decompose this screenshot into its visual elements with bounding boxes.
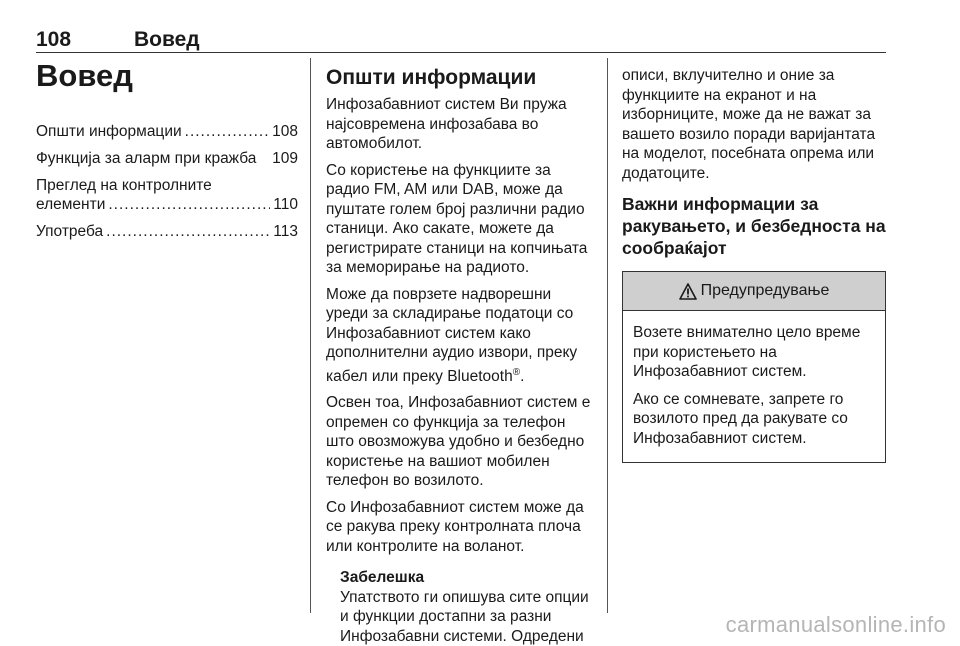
- toc-entry-controls-overview[interactable]: [36, 176, 298, 214]
- warning-title: Предупредување: [700, 282, 830, 299]
- subheading: Важни информации за ракувањето, и безбедноста на сообраќајот: [622, 194, 886, 258]
- note-text: Упатството ги опишува сите опции и функции достапни за разни Инфозабавни системи. Одредени: [340, 588, 589, 645]
- page-header: [36, 22, 886, 53]
- note-title: Забелешка: [340, 569, 425, 587]
- toc-entry-label: Употреба: [36, 223, 104, 240]
- warning-body: [623, 311, 885, 462]
- toc-leader-dots: [185, 122, 269, 141]
- toc-entry-anti-theft[interactable]: [36, 149, 298, 168]
- toc-entry-page: 110: [273, 196, 298, 213]
- registered-mark: ®: [512, 366, 521, 378]
- paragraph-bluetooth: [326, 285, 594, 387]
- warning-icon: [679, 283, 697, 300]
- warning-header: [623, 272, 885, 311]
- header-section-title: Вовед: [134, 28, 200, 51]
- toc-entry-general-info[interactable]: [36, 122, 298, 141]
- warning-box: [622, 271, 886, 463]
- paragraph: Освен тоа, Инфозабавниот систем е опремен со функција за телефон што овозможува удобно и безбедно користење на вашиот мобилен телефон во возилото.: [326, 394, 591, 490]
- note-box: [340, 568, 594, 646]
- paragraph: Со Инфозабавниот систем може да се ракува преку контролната плоча или контролите на воланот.: [326, 498, 584, 555]
- toc-entry-label-line2: елементи: [36, 196, 106, 213]
- toc-entry-usage[interactable]: [36, 222, 298, 241]
- watermark: carmanualsonline.info: [725, 612, 946, 637]
- toc-column: [36, 58, 298, 249]
- paragraph-end: .: [520, 367, 525, 385]
- paragraph: Инфозабавниот систем Ви пружа најсовремена инфозабава во автомобилот.: [326, 96, 567, 152]
- toc-leader-dots: [108, 195, 270, 214]
- safety-column: [622, 58, 886, 463]
- warning-paragraph: Возете внимателно цело време при користењето на Инфозабавниот систем.: [633, 324, 861, 380]
- toc-entry-page: 113: [273, 223, 298, 240]
- column-divider-2: [607, 58, 608, 613]
- page-number: 108: [36, 28, 72, 51]
- toc-entry-label: Функција за аларм при кражба: [36, 150, 257, 167]
- toc-entry-page: 109: [272, 150, 298, 167]
- column-divider-1: [310, 58, 311, 613]
- section-title: Општи информации: [326, 66, 537, 89]
- toc-entry-label: Општи информации: [36, 123, 182, 140]
- chapter-title: Вовед: [36, 58, 133, 93]
- toc-entry-page: 108: [272, 123, 298, 140]
- paragraph-text: Може да поврзете надворешни уреди за складирање податоци со Инфозабавниот систем како дополнителни аудио извори, преку кабел или преку Bluetooth: [326, 285, 578, 385]
- warning-paragraph: Ако се сомневате, запрете го возилото пред да ракувате со Инфозабавниот систем.: [633, 390, 848, 447]
- continued-paragraph: описи, вклучително и оние за функциите на екранот и на изборниците, може да не важат за вашето возило поради варијантата на моделот, посебната опрема или додатоците.: [622, 67, 876, 182]
- paragraph: Со користење на функциите за радио FM, AM или DAB, може да пуштате голем број различни радио станици. Ако сакате, можете да регистрирате станици на копчињата за меморирање на радиото.: [326, 161, 588, 276]
- toc-leader-dots: [106, 222, 270, 241]
- general-info-column: [326, 58, 594, 646]
- toc-entry-label-line1: Преглед на контролните: [36, 177, 212, 194]
